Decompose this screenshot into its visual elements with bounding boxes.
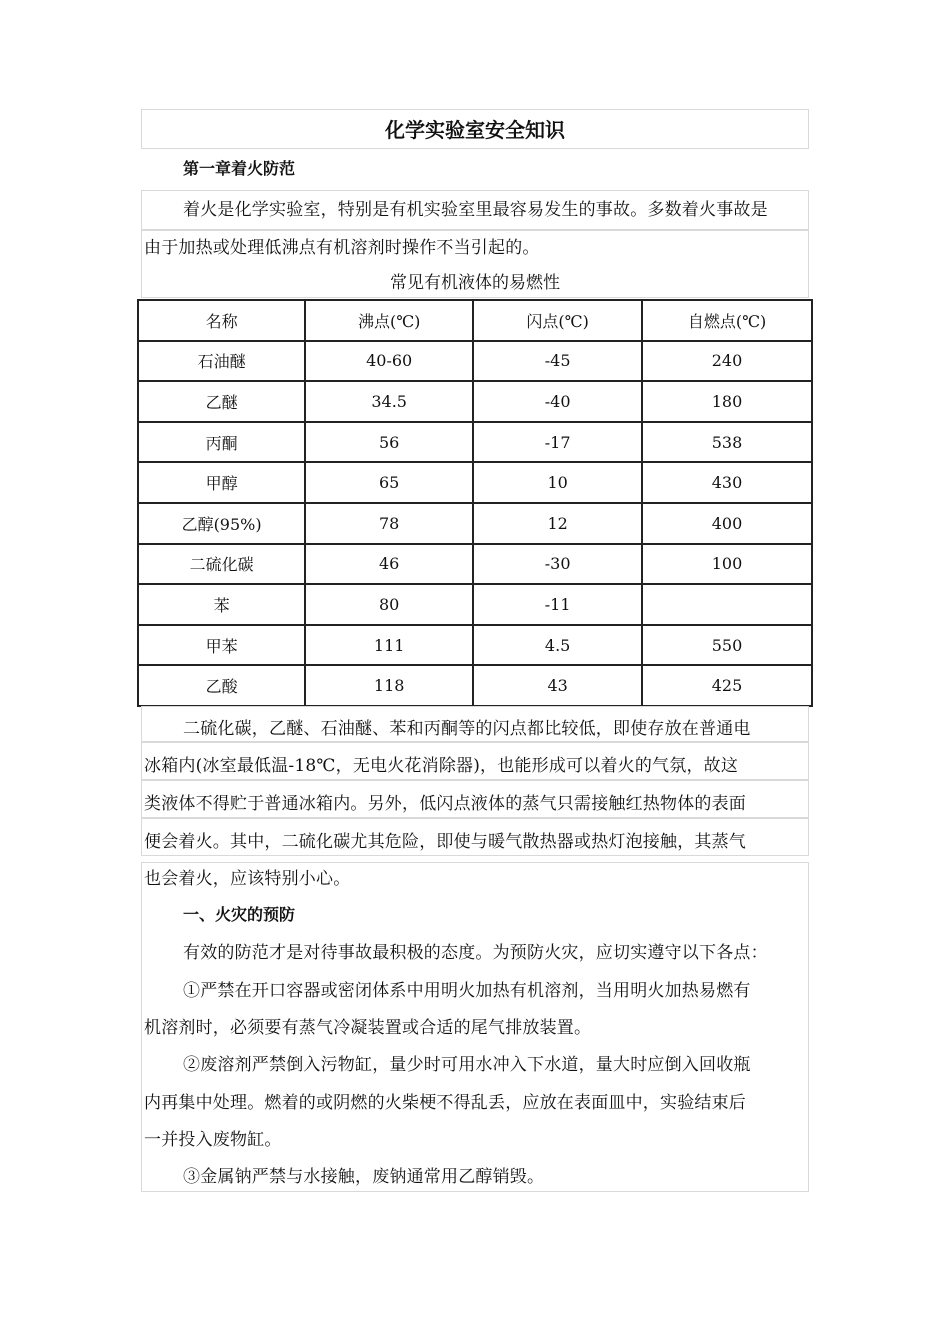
paragraph-line: 冰箱内(冰室最低温-18℃，无电火花消除器)，也能形成可以着火的气氛，故这 [144, 756, 739, 776]
table-row [138, 544, 812, 585]
paragraph-line: 二硫化碳，乙醚、石油醚、苯和丙酮等的闪点都比较低，即使存放在普通电 [183, 719, 751, 739]
intro-line: 着火是化学实验室，特别是有机实验室里最容易发生的事故。多数着火事故是 [183, 200, 768, 220]
table-row [138, 625, 812, 666]
header-autoignition: 自燃点(℃) [642, 300, 812, 341]
table-cell: 4.5 [473, 625, 642, 666]
table-cell: 180 [642, 381, 812, 422]
table-cell: 石油醚 [138, 341, 305, 382]
table-cell: 乙酸 [138, 665, 305, 706]
table-cell: -45 [473, 341, 642, 382]
table-cell: 78 [305, 503, 473, 544]
flammability-table [137, 299, 813, 707]
table-cell: 丙酮 [138, 422, 305, 463]
table-cell: 10 [473, 462, 642, 503]
table-row [138, 381, 812, 422]
list-item-line: 一并投入废物缸。 [144, 1130, 282, 1150]
table-cell: 430 [642, 462, 812, 503]
table-row [138, 462, 812, 503]
table-caption: 常见有机液体的易燃性 [390, 273, 560, 293]
table-header-row [138, 300, 812, 341]
table-cell: 118 [305, 665, 473, 706]
table-cell: 111 [305, 625, 473, 666]
table-cell: -11 [473, 584, 642, 625]
table-cell: 乙醇(95%) [138, 503, 305, 544]
intro-line: 由于加热或处理低沸点有机溶剂时操作不当引起的。 [144, 238, 540, 258]
table-cell: 100 [642, 544, 812, 585]
table-cell: 538 [642, 422, 812, 463]
table-cell: 425 [642, 665, 812, 706]
table-cell: 乙醚 [138, 381, 305, 422]
chapter-heading: 第一章着火防范 [183, 159, 296, 178]
table-cell: -17 [473, 422, 642, 463]
paragraph-line: 类液体不得贮于普通冰箱内。另外，低闪点液体的蒸气只需接触红热物体的表面 [144, 794, 746, 814]
table-row [138, 584, 812, 625]
header-boiling-point: 沸点(℃) [305, 300, 473, 341]
table-cell: 12 [473, 503, 642, 544]
table-row [138, 341, 812, 382]
list-item-line: ①严禁在开口容器或密闭体系中用明火加热有机溶剂，当用明火加热易燃有 [183, 981, 751, 1001]
paragraph-line: 有效的防范才是对待事故最积极的态度。为预防火灾，应切实遵守以下各点： [183, 943, 768, 963]
table-cell: 34.5 [305, 381, 473, 422]
header-flash-point: 闪点(℃) [473, 300, 642, 341]
table-cell: 二硫化碳 [138, 544, 305, 585]
table-cell: 400 [642, 503, 812, 544]
paragraph-line: 便会着火。其中，二硫化碳尤其危险，即使与暖气散热器或热灯泡接触，其蒸气 [144, 832, 746, 852]
table-cell: -30 [473, 544, 642, 585]
table-row [138, 665, 812, 706]
table-cell: 40-60 [305, 341, 473, 382]
table-cell: 甲醇 [138, 462, 305, 503]
list-item-line: 机溶剂时，必须要有蒸气冷凝装置或合适的尾气排放装置。 [144, 1018, 592, 1038]
table-cell: 550 [642, 625, 812, 666]
table-cell [642, 584, 812, 625]
table-row [138, 503, 812, 544]
table-row [138, 422, 812, 463]
list-item-line: 内再集中处理。燃着的或阴燃的火柴梗不得乱丢，应放在表面皿中，实验结束后 [144, 1093, 746, 1113]
table-cell: 46 [305, 544, 473, 585]
document-title: 化学实验室安全知识 [141, 109, 809, 149]
table-cell: -40 [473, 381, 642, 422]
table-cell: 苯 [138, 584, 305, 625]
list-item-line: ②废溶剂严禁倒入污物缸，量少时可用水冲入下水道，量大时应倒入回收瓶 [183, 1055, 751, 1075]
table-cell: 甲苯 [138, 625, 305, 666]
table-cell: 56 [305, 422, 473, 463]
header-name: 名称 [138, 300, 305, 341]
section-heading: 一、火灾的预防 [183, 905, 296, 924]
table-cell: 43 [473, 665, 642, 706]
paragraph-line: 也会着火，应该特别小心。 [144, 869, 351, 889]
table-cell: 240 [642, 341, 812, 382]
list-item-line: ③金属钠严禁与水接触，废钠通常用乙醇销毁。 [183, 1167, 545, 1187]
table-cell: 80 [305, 584, 473, 625]
table-cell: 65 [305, 462, 473, 503]
